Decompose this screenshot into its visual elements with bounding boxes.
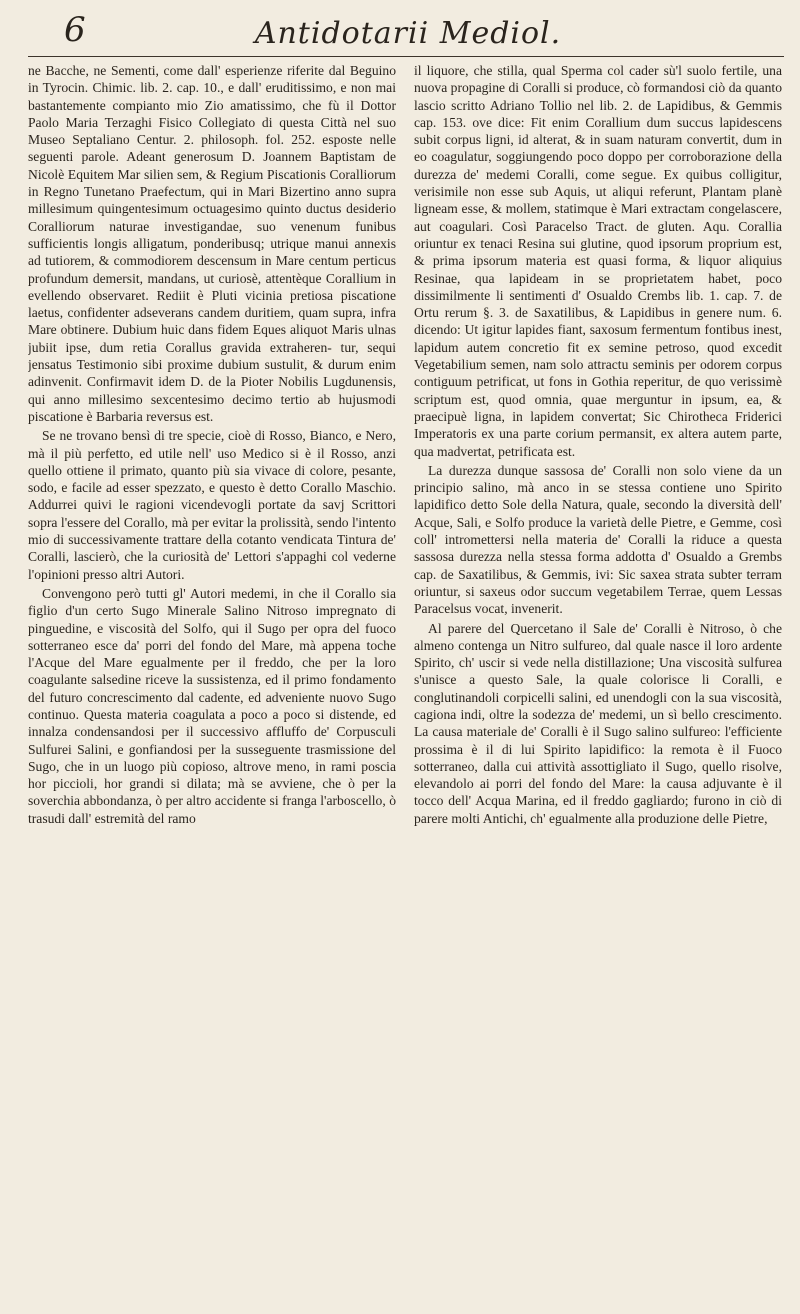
paragraph: Convengono però tutti gl' Autori medemi, in che il Corallo sia figlio d'un certo Sugo Minerale Salino Nitroso impregnato di pinguedine, e viscosità del Solfo, qui il Sugo per opra del fuoco sotterraneo esce da' porri del fondo del Mare, mà appena toche l'Acque del Mare egualmente per il freddo, che per la loro coagulante salsedine riceve la sussistenza, ed il primo fondamento del futuro concrescimento dal cadente, ed adveniente nuovo Sugo continuo. Questa materia coagulata a poco a poco si distende, ed innalza condensandosi per il successivo affluffo de' Corpusculi Sulfurei Salini, e gonfiandosi per la susseguente trasmissione del Sugo, che in un luogo più copioso, altrove meno, in rami poscia hor piccioli, hor grandi si dilata; mà se avviene, che ò per la soverchia abbondanza, ò per altro accidente si franga l'arboscello, ò trasudi dall' estremità del ramo xyxy=(28,585,396,826)
page-header xyxy=(28,8,788,60)
right-column xyxy=(414,62,782,1292)
paragraph: Al parere del Quercetano il Sale de' Coralli è Nitroso, ò che almeno contenga un Nitro sulfureo, dal quale nasce il loro ardente Spirito, ch' uscir si vede nella distillazione; Una viscosità sulfurea s'unisce a questo Sale, la quale colorisce li Coralli, e conglutinandoli corpicelli salini, ed unendogli con la sua viscosità, cagiona indi, oltre la sodezza de' medemi, un sì bello crescimento. La causa materiale de' Coralli è il Sugo salino sulfureo: l'efficiente prossima è il di lui Spirito lapidifico: la remota è il Fuoco sotterraneo, dalla cui attività assottigliato il Sugo, quello risolve, elevandolo ai porri del fondo del Mare: la causa adjuvante è il tocco dell' Acqua Marina, ed il freddo gagliardo; furono in ciò di parere molti Antichi, ch' egualmente alla produzione delle Pietre, xyxy=(414,620,782,826)
paragraph: il liquore, che stilla, qual Sperma col cader sù'l suolo fertile, una nuova propagine di Coralli si produce, cò formandosi ciò da quanto lascio scritto Adriano Tollio nel lib. 2. de Lapidibus, & Gemmis cap. 153. ove dice: Fit enim Corallium dum succus lapidescens subit corpus ligni, id alterat, & in suam naturam convertit, dum in eo coagulatur, soggiungendo poco doppo per corroborazione della durezza de' medemi Coralli, come segue. Ex quibus colligitur, verisimile non esse sub Aquis, ut aliqui referunt, Plantam planè ligneam esse, & mollem, statimque è Mari extractam congelascere, aut coagulari. Così Paracelso Tract. de gluten. Aqu. Corallia oriuntur ex tenaci Resina sui glutine, quod ipsorum proprium est, & prima ipsorum materia est quasi forma, & liquor aliquius Resinae, qua lapideam in se proprietatem habet, poco dissimilmente li sentimenti d' Osualdo Crembs lib. 1. cap. 7. de Ortu rerum §. 3. de Saxatilibus, & Lapidibus in genere num. 6. dicendo: Ut igitur lapides fiant, saxosum fermentum fontibus inest, lapidum autem concretio fit ex semine petroso, quod excedit Vegetabilium semen, nam solo attractu seminis per odorem corpus contiguum petrificat, ut fons in Gothia reperitur, de quo verissimè scriptum est, quod omnia, quae merguntur in ipsum, ea, & praecipuè ligna, in lapidem convertat; Sic Chirotheca Friderici Imperatoris ex una parte corium permansit, ex altera autem parte, qua madvertat, petrificata est. xyxy=(414,63,782,459)
paragraph: Se ne trovano bensì di tre specie, cioè di Rosso, Bianco, e Nero, mà il più perfetto, ed utile nell' uso Medico si è il Rosso, anzi quello ottiene il primato, quanto più sia vivace di colore, pesante, sodo, e facile ad esser spezzato, e questo è detto Corallo Maschio. Addurrei quivi le ragioni vicendevogli portate da savj Scrittori sopra l'essere del Corallo, mà per evitar la prolissità, sendo l'intento mio di successivamente trattare della cotanto vendicata Tintura de' Coralli, lascierò, che la curiosità de' Lettori s'appaghi col vederne l'opinioni presso altri Autori. xyxy=(28,428,396,582)
paragraph: La durezza dunque sassosa de' Coralli non solo viene da un principio salino, mà anco in se stessa contiene uno Spirito lapidifico detto Sole della Natura, quale, secondo la diversità dell' Acque, Sali, e Solfo produce la varietà delle Pietre, e Gemme, così coll' intromettersi nella materia de' Coralli la riduce a questa sassosa durezza nella stessa forma addotta d' Osualdo a Grembs cap. de Saxatilibus, & Gemmis, ivi: Sic saxea strata subter terram oriuntur, si saxeus odor succum vegetabilem Terrae, quem Lessas Paracelsus vocat, invenerit. xyxy=(414,462,782,617)
page-number: 6 xyxy=(64,10,86,50)
left-column xyxy=(28,62,396,1292)
header-rule xyxy=(28,56,784,57)
running-title: Antidotarii Mediol. xyxy=(254,16,562,51)
paragraph: ne Bacche, ne Sementi, come dall' esperienze riferite dal Beguino in Tyrocin. Chimic. lib. 2. cap. 10., e dall' eruditissimo, e non mai bastantemente compianto mio Zio amatissimo, che fù il Dottor Paolo Maria Terzaghi Fisico Collegiato di questa Città nel suo Museo Septaliano Centur. 2. philosoph. fol. 252. esposte nelle seguenti parole. Adeant generosum D. Joannem Baptistam de Nicolè Equitem Mar silien sem, & Regium Piscationis Coralliorum in Regno Tunetano Praefectum, qui in Mari Bizertino anno supra millesimum quingentesimum octuagesimo quinto ductus desiderio Coralliorum naturae investigandae, suo venenum funibus sufficientis longis alligatum, ponderibusq; utrique manui annexis ad tutiorem, & commodiorem descensum in Mare centum perticus profundum demersit, mandans, ut curiosè, attentèque Corallium in evellendo observaret. Rediit è Pluti vicinia pretiosa piscatione laetus, confidenter adseverans candem duritiem, quam supra, infra Mare obtinere. Dubium huic dans fidem Eques aliquot Maris ulnas jubiit ipse, dum retia Corallus gravida extraheren- tur, sequi jensatus Testimonio sibi proxime dubium sustulit, & durum enim adinvenit. Confirmavit idem D. de la Pioter Nobilis Lugdunensis, qui anno millesimo sexcentesimo decimo tertio ab hujusmodi piscatione è Barbaria reversus est. xyxy=(28,63,396,424)
